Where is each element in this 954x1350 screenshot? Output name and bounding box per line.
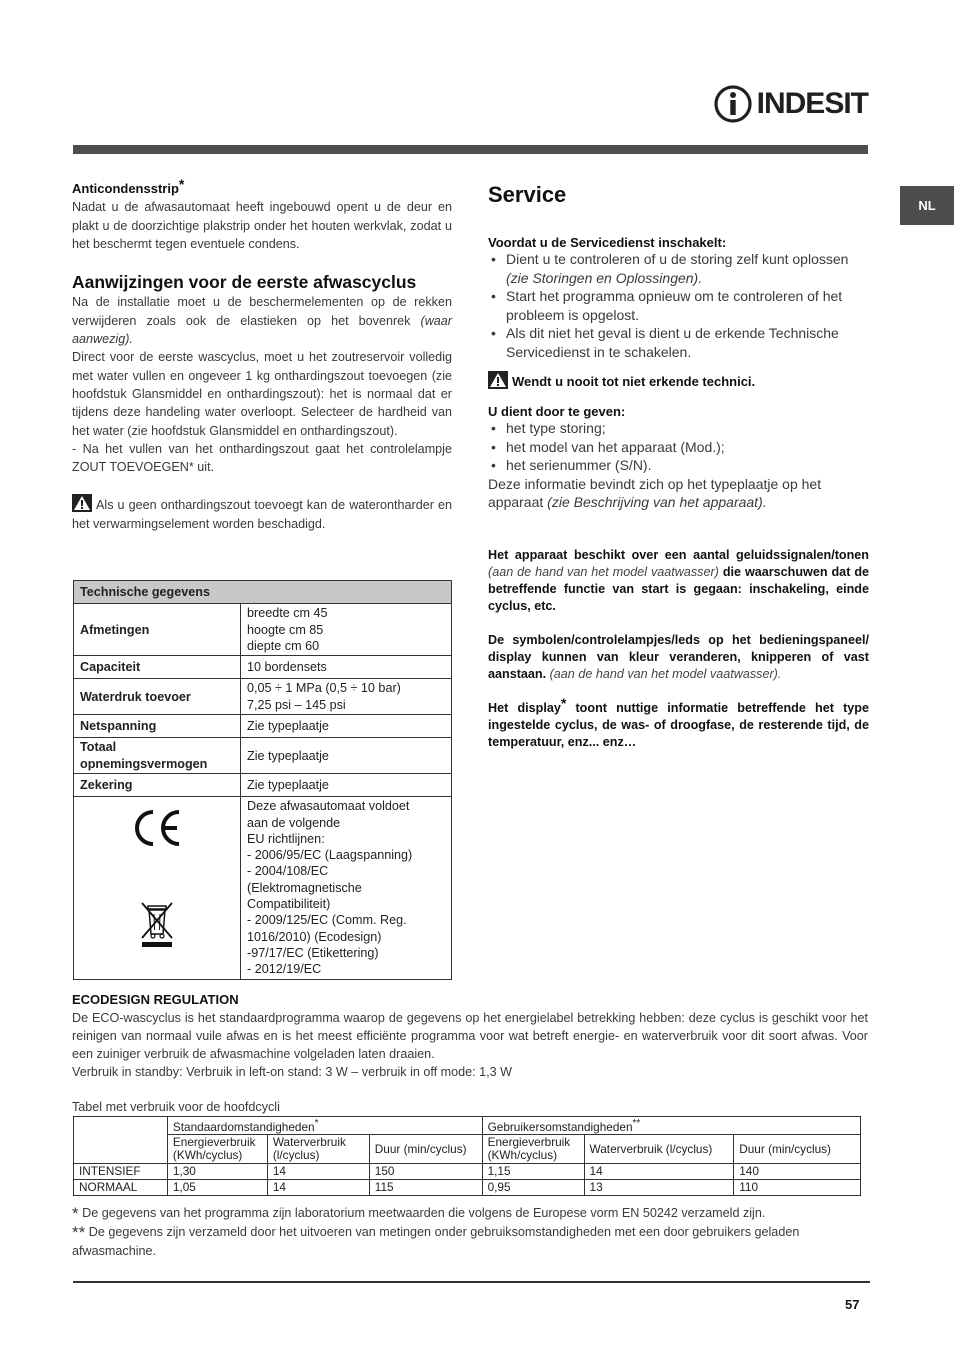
footnote-1: * De gegevens van het programma zijn laboratorium meetwaarden die volgens de Europese vorm EN 50242 verzameld zijn.	[72, 1204, 766, 1223]
language-tab: NL	[900, 186, 954, 225]
first-cycle-p2: Direct voor de eerste wascyclus, moet u het zoutreservoir volledig met water vullen en ongeveer 1 kg onthardingszout toevoegen (zie hoofdstuk Glansmiddel en onthardingszout): het is normaal dat er tijdens deze handeling water overloopt. Selecteer de hardheid van het water (zie hoofdstuk Glansmiddel en onthardingszout).	[72, 350, 452, 438]
warning-icon	[72, 494, 92, 512]
indesit-logo-icon	[713, 84, 753, 124]
give-note: Deze informatie bevindt zich op het typeplaatje op het apparaat (zie Beschrijving van het apparaat).	[488, 475, 822, 510]
table-caption: Tabel met verbruik voor de hoofdcycli	[72, 1100, 280, 1114]
first-cycle-p3: - Na het vullen van het onthardingszout gaat het controlelampje ZOUT TOEVOEGEN* uit.	[72, 441, 452, 475]
footnotes	[72, 1204, 868, 1261]
ecodesign-body: De ECO-wascyclus is het standaardprogramma waarop de gegevens op het energielabel betrekking hebben: deze cyclus is geschikt voor het reinigen van normaal vuile afwas en is het meest efficiënte programma voor wat betreft energie- en waterverbruik voor dit soort afwas. Voor een zuiniger verbruik de afwasmachine volgeladen laten draaien.	[72, 1011, 868, 1061]
table-header-row	[74, 581, 452, 604]
table-row: NORMAAL 1,05 14 115 0,95 13 110	[74, 1180, 861, 1196]
group-user: Gebruikersomstandigheden**	[482, 1117, 860, 1135]
standby-text: Verbruik in standby: Verbruik in left-on stand: 3 W – verbruik in off mode: 1,3 W	[72, 1065, 513, 1079]
symbols-text: De symbolen/controlelampjes/leds op het bedieningspaneel/ display kunnen van kleur veranderen, knipperen of vast aanstaan. (aan de hand van het model vaatwasser).	[488, 632, 869, 681]
service-warning: Wendt u nooit tot niet erkende technici.	[488, 371, 869, 389]
first-cycle-p1: Na de installatie moet u de beschermelementen op de rekken verwijderen zoals ook de elastieken op het bovenrek (waar aanwezig).	[72, 295, 452, 347]
page-number: 57	[845, 1297, 860, 1312]
table-row: Waterdruk toevoer 0,05 ÷ 1 MPa (0,5 ÷ 10 bar) 7,25 psi – 145 psi	[74, 679, 452, 715]
list-item: • Als dit niet het geval is dient u de erkende Technische Servicedienst in te schakelen.	[488, 324, 869, 361]
ecodesign-section	[72, 991, 868, 1116]
anticondens-heading: Anticondensstrip*	[72, 176, 185, 196]
footer-rule	[73, 1281, 870, 1283]
give-heading: U dient door te geven:	[488, 404, 626, 419]
table-group-row	[74, 1117, 861, 1135]
brand-logo	[713, 84, 868, 124]
technical-data-table	[73, 580, 452, 980]
display-text: Het display* toont nuttige informatie betreffende het type ingestelde cyclus, de was- of droogfase, de resterende tijd, de temperatuur, enz... enz…	[488, 694, 870, 749]
sound-signals-text: Het apparaat beschikt over een aantal geluidssignalen/tonen (aan de hand van het model vaatwasser) die waarschuwen dat de betreffende functie van start is gegaan: inschakeling, einde cyclus, etc.	[488, 547, 870, 613]
table-row: Capaciteit 10 bordensets	[74, 656, 452, 679]
anticondens-body: Nadat u de afwasautomaat heeft ingebouwd opent u de deur en plakt u de doorzichtige plakstrip onder het houten werkvlak, zodat u het beschermt tegen eventuele condens.	[72, 200, 452, 251]
service-title: Service	[488, 182, 567, 207]
before-service-heading: Voordat u de Servicedienst inschakelt:	[488, 235, 727, 250]
table-row: INTENSIEF 1,30 14 150 1,15 14 140	[74, 1164, 861, 1180]
table-title: Technische gegevens	[74, 581, 452, 604]
table-row: Netspanning Zie typeplaatje	[74, 715, 452, 738]
first-cycle-heading: Aanwijzingen voor de eerste afwascyclus	[72, 272, 417, 293]
before-service-list	[488, 250, 869, 361]
weee-bin-icon	[139, 900, 175, 948]
compliance-text: Deze afwasautomaat voldoet aan de volgende EU richtlijnen: - 2006/95/EC (Laagspanning) - 2004/108/EC (Elektromagnetische Compatibiliteit) - 2009/125/EC (Comm. Reg. 1016/2010) (Ecodesign) -97/17/EC (Etikettering) - 2012/19/EC	[241, 797, 452, 979]
brand-name: INDESIT	[756, 87, 868, 120]
group-standard: Standaardomstandigheden*	[167, 1117, 482, 1135]
footnote-2: ** De gegevens zijn verzameld door het uitvoeren van metingen onder gebruiksomstandigheden met een door gebruikers geladen afwasmachine.	[72, 1223, 800, 1258]
table-header-row: Energieverbruik (KWh/cyclus) Waterverbruik (l/cyclus) Duur (min/cyclus) Energieverbruik (KWh/cyclus) Waterverbruik (l/cyclus) Duur (min/cyclus)	[74, 1135, 861, 1164]
give-list	[488, 419, 869, 475]
list-item: • het serienummer (S/N).	[488, 456, 869, 475]
consumption-table	[73, 1116, 861, 1196]
list-item: • het type storing;	[488, 419, 869, 438]
list-item: • Dient u te controleren of u de storing zelf kunt oplossen (zie Storingen en Oplossingen).	[488, 250, 869, 287]
ecodesign-heading: ECODESIGN REGULATION	[72, 992, 239, 1007]
table-row: Zekering Zie typeplaatje	[74, 773, 452, 796]
ce-mark-icon	[131, 808, 183, 848]
table-row: Totaal opnemingsvermogen Zie typeplaatje	[74, 738, 452, 774]
warning-icon	[488, 371, 508, 389]
right-column	[488, 180, 869, 751]
table-row: Afmetingen breedte cm 45 hoogte cm 85 diepte cm 60	[74, 604, 452, 656]
list-item: • Start het programma opnieuw om te controleren of het probleem is opgelost.	[488, 287, 869, 324]
table-row	[74, 797, 452, 979]
list-item: • het model van het apparaat (Mod.);	[488, 438, 869, 457]
salt-warning: Als u geen onthardingszout toevoegt kan de waterontharder en het verwarmingselement worden beschadigd.	[72, 494, 452, 533]
left-column	[72, 176, 452, 533]
header-rule	[73, 145, 868, 154]
